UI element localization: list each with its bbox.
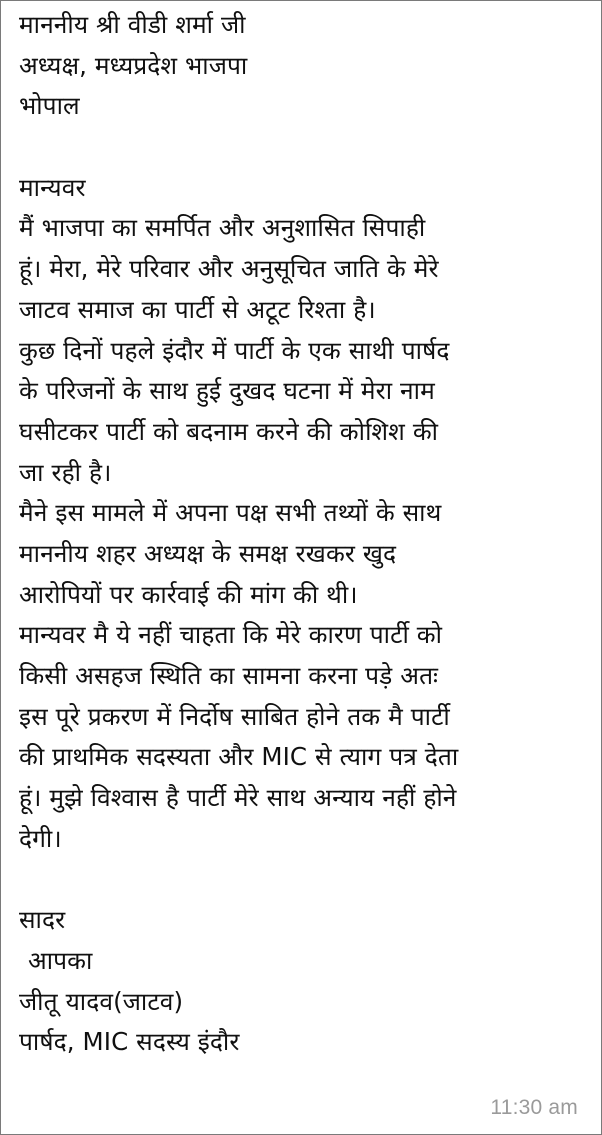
- message-line: सादर: [19, 905, 66, 935]
- message-line: माननीय शहर अध्यक्ष के समक्ष रखकर खुद: [19, 538, 397, 568]
- message-line: मान्यवर मै ये नहीं चाहता कि मेरे कारण पार्टी को: [19, 620, 443, 650]
- message-line: इस पूरे प्रकरण में निर्दोष साबित होने तक मै पार्टी: [19, 701, 450, 731]
- message-line: हूं। मुझे विश्वास है पार्टी मेरे साथ अन्याय नहीं होने: [19, 783, 457, 813]
- message-line: माननीय श्री वीडी शर्मा जी: [19, 10, 246, 39]
- message-line: अध्यक्ष, मध्यप्रदेश भाजपा: [19, 50, 248, 80]
- message-line: आरोपियों पर कार्रवाई की मांग की थी।: [19, 579, 358, 609]
- message-line: भोपाल: [19, 91, 80, 121]
- message-line: मैने इस मामले में अपना पक्ष सभी तथ्यों के साथ: [19, 498, 442, 528]
- message-line: मैं भाजपा का समर्पित और अनुशासित सिपाही: [19, 213, 426, 243]
- message-line: हूं। मेरा, मेरे परिवार और अनुसूचित जाति के मेरे: [19, 254, 439, 284]
- message-blank-line: [19, 859, 589, 900]
- message-line: के परिजनों के साथ हुई दुखद घटना में मेरा नाम: [19, 376, 435, 406]
- message-line: किसी असहज स्थिति का सामना करना पड़े अतः: [19, 661, 439, 690]
- message-text: [19, 5, 589, 1063]
- message-line: देगी।: [19, 823, 62, 853]
- message-line: मान्यवर: [19, 172, 86, 202]
- message-line: घसीटकर पार्टी को बदनाम करने की कोशिश की: [19, 416, 439, 446]
- message-blank-line: [19, 127, 589, 168]
- message-line: जा रही है।: [19, 457, 112, 487]
- message-line: की प्राथमिक सदस्यता और MIC से त्याग पत्र देता: [19, 742, 459, 772]
- message-line: पार्षद, MIC सदस्य इंदौर: [19, 1027, 240, 1057]
- message-line: जाटव समाज का पार्टी से अटूट रिश्ता है।: [19, 294, 376, 324]
- message-timestamp: 11:30 am: [490, 1096, 578, 1119]
- message-line: कुछ दिनों पहले इंदौर में पार्टी के एक साथी पार्षद: [19, 335, 450, 365]
- message-line: जीतू यादव(जाटव): [19, 986, 184, 1016]
- message-line: आपका: [28, 945, 93, 975]
